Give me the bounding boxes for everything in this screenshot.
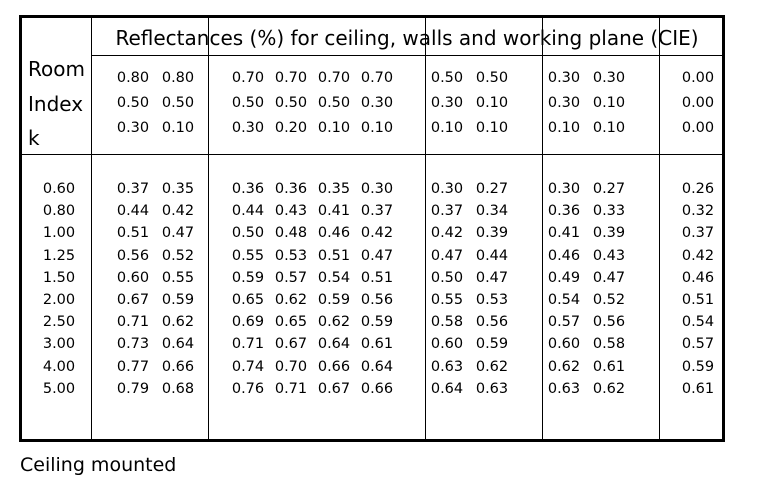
utilance-cell: 0.32 — [681, 203, 715, 220]
utilance-cell: 0.66 — [161, 358, 195, 375]
utilance-cell: 0.36 — [547, 203, 581, 220]
utilance-cell: 0.42 — [430, 225, 464, 242]
utilance-cell: 0.43 — [592, 247, 626, 264]
utilance-cell: 0.42 — [360, 225, 394, 242]
utilance-cell: 0.47 — [161, 225, 195, 242]
utilance-cell: 0.66 — [360, 380, 394, 397]
utilance-cell: 0.42 — [681, 247, 715, 264]
utilance-cell: 0.30 — [430, 181, 464, 197]
reflectance-cell: 0.30 — [360, 95, 394, 111]
utilance-cell: 0.56 — [116, 247, 150, 264]
utilance-cell: 0.59 — [475, 336, 509, 353]
utilance-cell: 0.67 — [317, 380, 351, 397]
reflectance-cell: 0.50 — [274, 95, 308, 111]
reflectance-cell: 0.30 — [231, 120, 265, 136]
utilance-cell: 0.42 — [161, 203, 195, 220]
room-index-cell: 1.00 — [42, 225, 76, 242]
utilance-cell: 0.58 — [430, 314, 464, 331]
utilance-cell: 0.52 — [161, 247, 195, 264]
utilance-cell: 0.57 — [547, 314, 581, 331]
utilance-cell: 0.51 — [681, 292, 715, 308]
utilance-cell: 0.73 — [116, 336, 150, 353]
group-divider-4 — [659, 18, 660, 439]
utilance-cell: 0.65 — [231, 292, 265, 308]
reflectance-cell: 0.50 — [475, 70, 509, 86]
reflectance-cell: 0.10 — [317, 120, 351, 136]
utilance-cell: 0.61 — [681, 380, 715, 397]
utilance-cell: 0.62 — [475, 358, 509, 375]
utilance-cell: 0.48 — [274, 225, 308, 242]
reflectance-cell: 0.70 — [274, 70, 308, 86]
utilance-cell: 0.56 — [592, 314, 626, 331]
utilance-cell: 0.63 — [430, 358, 464, 375]
header-divider — [22, 154, 722, 155]
reflectance-cell: 0.50 — [430, 70, 464, 86]
utilance-cell: 0.44 — [116, 203, 150, 220]
utilance-cell: 0.53 — [274, 247, 308, 264]
utilance-cell: 0.62 — [592, 380, 626, 397]
reflectance-cell: 0.20 — [274, 120, 308, 136]
utilance-cell: 0.58 — [592, 336, 626, 353]
utilance-cell: 0.60 — [547, 336, 581, 353]
reflectance-cell: 0.10 — [592, 95, 626, 111]
utilance-cell: 0.60 — [116, 269, 150, 286]
reflectance-cell: 0.70 — [360, 70, 394, 86]
utilance-cell: 0.44 — [475, 247, 509, 264]
utilance-cell: 0.54 — [681, 314, 715, 331]
reflectance-cell: 0.30 — [547, 95, 581, 111]
utilance-cell: 0.27 — [475, 181, 509, 197]
utilance-cell: 0.64 — [161, 336, 195, 353]
utilance-cell: 0.30 — [547, 181, 581, 197]
utilance-cell: 0.59 — [231, 269, 265, 286]
utilance-cell: 0.47 — [592, 269, 626, 286]
room-index-divider — [91, 18, 92, 439]
room-index-cell: 5.00 — [42, 380, 76, 397]
reflectance-cell: 0.50 — [317, 95, 351, 111]
utilance-cell: 0.69 — [231, 314, 265, 331]
room-index-cell: 1.25 — [42, 247, 76, 264]
reflectance-cell: 0.10 — [161, 120, 195, 136]
utilance-cell: 0.54 — [547, 292, 581, 308]
utilance-cell: 0.61 — [592, 358, 626, 375]
utilance-cell: 0.61 — [360, 336, 394, 353]
room-label: Room — [28, 57, 85, 81]
index-label: Index — [28, 92, 84, 116]
utilance-cell: 0.55 — [430, 292, 464, 308]
utilance-cell: 0.41 — [317, 203, 351, 220]
utilance-cell: 0.51 — [317, 247, 351, 264]
reflectance-cell: 0.50 — [116, 95, 150, 111]
utilance-cell: 0.66 — [317, 358, 351, 375]
utilance-cell: 0.51 — [360, 269, 394, 286]
utilance-cell: 0.60 — [430, 336, 464, 353]
utilance-cell: 0.44 — [231, 203, 265, 220]
utilance-cell: 0.52 — [592, 292, 626, 308]
utilance-cell: 0.77 — [116, 358, 150, 375]
utilance-cell: 0.37 — [430, 203, 464, 220]
utilance-cell: 0.46 — [317, 225, 351, 242]
table-title: Reflectances (%) for ceiling, walls and working plane (CIE) — [115, 26, 699, 50]
utilance-cell: 0.49 — [547, 269, 581, 286]
utilance-cell: 0.56 — [475, 314, 509, 331]
reflectance-cell: 0.10 — [430, 120, 464, 136]
utilance-cell: 0.36 — [274, 181, 308, 197]
utilance-cell: 0.65 — [274, 314, 308, 331]
room-index-cell: 1.50 — [42, 269, 76, 286]
utilance-cell: 0.37 — [116, 181, 150, 197]
utilance-cell: 0.63 — [547, 380, 581, 397]
room-index-cell: 0.60 — [42, 181, 76, 197]
utilance-cell: 0.62 — [317, 314, 351, 331]
reflectance-cell: 0.80 — [161, 70, 195, 86]
reflectance-cell: 0.50 — [161, 95, 195, 111]
utilance-cell: 0.64 — [360, 358, 394, 375]
caption: Ceiling mounted — [20, 454, 177, 476]
utilance-cell: 0.62 — [274, 292, 308, 308]
utilance-cell: 0.71 — [116, 314, 150, 331]
reflectance-cell: 0.00 — [681, 120, 715, 136]
utilance-cell: 0.63 — [475, 380, 509, 397]
utilance-cell: 0.43 — [274, 203, 308, 220]
utilance-cell: 0.27 — [592, 181, 626, 197]
utilance-cell: 0.55 — [161, 269, 195, 286]
reflectance-cell: 0.10 — [592, 120, 626, 136]
utilance-cell: 0.37 — [360, 203, 394, 220]
utilance-cell: 0.39 — [475, 225, 509, 242]
reflectance-cell: 0.70 — [317, 70, 351, 86]
utilance-cell: 0.62 — [547, 358, 581, 375]
reflectance-cell: 0.30 — [547, 70, 581, 86]
reflectance-cell: 0.10 — [475, 120, 509, 136]
utilance-cell: 0.34 — [475, 203, 509, 220]
utilance-cell: 0.54 — [317, 269, 351, 286]
utilance-cell: 0.50 — [231, 225, 265, 242]
utilance-cell: 0.37 — [681, 225, 715, 242]
reflectance-cell: 0.10 — [360, 120, 394, 136]
utilance-cell: 0.57 — [274, 269, 308, 286]
utilance-cell: 0.76 — [231, 380, 265, 397]
utilance-cell: 0.67 — [116, 292, 150, 308]
utilance-cell: 0.53 — [475, 292, 509, 308]
group-divider-1 — [208, 18, 209, 439]
room-index-cell: 3.00 — [42, 336, 76, 353]
utilance-cell: 0.71 — [231, 336, 265, 353]
utilance-cell: 0.46 — [547, 247, 581, 264]
utilance-cell: 0.70 — [274, 358, 308, 375]
utilance-cell: 0.35 — [161, 181, 195, 197]
reflectance-cell: 0.10 — [547, 120, 581, 136]
utilance-cell: 0.56 — [360, 292, 394, 308]
reflectance-cell: 0.50 — [231, 95, 265, 111]
utilance-cell: 0.59 — [681, 358, 715, 375]
reflectance-cell: 0.10 — [475, 95, 509, 111]
utilance-cell: 0.26 — [681, 181, 715, 197]
reflectance-cell: 0.30 — [592, 70, 626, 86]
reflectance-cell: 0.80 — [116, 70, 150, 86]
utilance-cell: 0.59 — [317, 292, 351, 308]
reflectance-cell: 0.70 — [231, 70, 265, 86]
utilance-cell: 0.47 — [475, 269, 509, 286]
utilance-cell: 0.51 — [116, 225, 150, 242]
reflectance-cell: 0.30 — [430, 95, 464, 111]
utilance-cell: 0.39 — [592, 225, 626, 242]
k-label: k — [28, 126, 40, 150]
utilance-cell: 0.50 — [430, 269, 464, 286]
room-index-cell: 0.80 — [42, 203, 76, 220]
room-index-cell: 2.50 — [42, 314, 76, 331]
reflectance-cell: 0.30 — [116, 120, 150, 136]
utilance-cell: 0.62 — [161, 314, 195, 331]
utilance-cell: 0.35 — [317, 181, 351, 197]
room-index-cell: 4.00 — [42, 358, 76, 375]
utilance-cell: 0.41 — [547, 225, 581, 242]
utilance-cell: 0.57 — [681, 336, 715, 353]
utilance-cell: 0.79 — [116, 380, 150, 397]
utilance-cell: 0.55 — [231, 247, 265, 264]
utilance-cell: 0.67 — [274, 336, 308, 353]
title-divider — [91, 55, 722, 56]
utilance-cell: 0.30 — [360, 181, 394, 197]
utilance-cell: 0.36 — [231, 181, 265, 197]
reflectance-cell: 0.00 — [681, 70, 715, 86]
utilance-cell: 0.46 — [681, 269, 715, 286]
utilance-table — [19, 15, 725, 442]
utilance-cell: 0.47 — [360, 247, 394, 264]
utilance-cell: 0.59 — [360, 314, 394, 331]
utilance-cell: 0.59 — [161, 292, 195, 308]
utilance-cell: 0.64 — [430, 380, 464, 397]
utilance-cell: 0.33 — [592, 203, 626, 220]
reflectance-cell: 0.00 — [681, 95, 715, 111]
utilance-cell: 0.74 — [231, 358, 265, 375]
utilance-cell: 0.47 — [430, 247, 464, 264]
room-index-cell: 2.00 — [42, 292, 76, 308]
utilance-cell: 0.64 — [317, 336, 351, 353]
utilance-cell: 0.71 — [274, 380, 308, 397]
utilance-cell: 0.68 — [161, 380, 195, 397]
